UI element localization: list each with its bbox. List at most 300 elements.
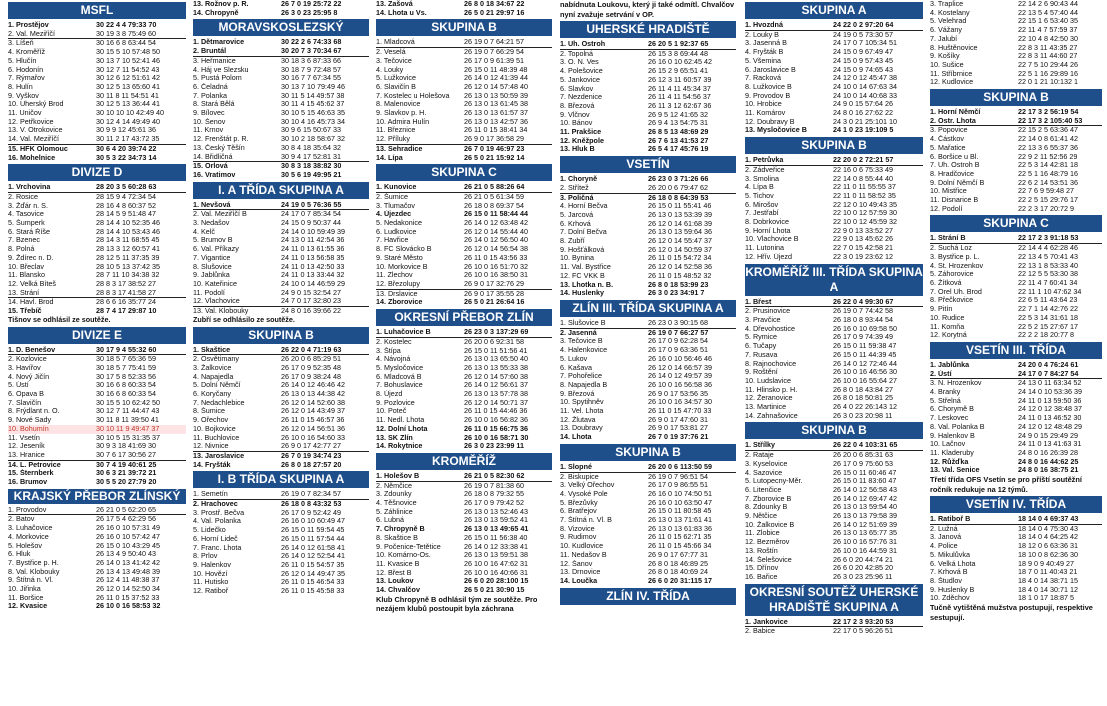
team-name: 6. Tučapy	[745, 342, 777, 351]
team-name: 4. Lípa B	[745, 183, 774, 192]
team-name: 3. O. N. Ves	[560, 58, 599, 67]
team-name: 6. Žítková	[930, 278, 962, 287]
team-name: 8. Polná	[8, 245, 35, 254]
team-name: 13. Drnovice	[560, 568, 601, 577]
team-name: 8. Rajnochovice	[745, 359, 797, 368]
team-stats: 24 15 0 9 67:49 47	[833, 47, 893, 57]
team-stats: 28 14 5 9 51:48 47	[96, 209, 156, 219]
team-name: 14. Zborovice	[376, 298, 423, 307]
kromeriz-note-cont: nabídnuta Loukovu, který ji také odmítl. Chvalčov nyní zvažuje setrvání v OP.	[560, 0, 735, 19]
team-name: 7. Racková	[745, 74, 781, 83]
team-name: 1. Petrůvka	[745, 156, 784, 165]
team-name: 12. Žeranovice	[745, 394, 793, 403]
team-name: 7. Leskovec	[930, 414, 969, 423]
team-stats: 22 17 3 2 105:40 53	[1018, 115, 1083, 125]
team-stats: 22 20 0 2 72:21 57	[833, 155, 894, 165]
team-stats: 26 15 0 11 48:39 48	[464, 64, 528, 74]
team-name: 7. Nedachlebice	[193, 398, 245, 407]
team-stats: 22 9 0 13 33:52 27	[833, 225, 893, 235]
team-name: 9. Košíky	[930, 52, 960, 61]
table-row	[930, 586, 1102, 595]
team-stats: 30 18 3 6 87:33 66	[281, 55, 341, 65]
team-name: 1. Břest	[745, 297, 772, 306]
divize-e-header: DIVIZE E	[8, 327, 186, 344]
team-stats: 26 5 4 17 45:76 19	[648, 144, 709, 154]
team-stats: 22 14 0 8 55:44 40	[833, 173, 893, 183]
team-name: 3. Pravčice	[745, 315, 781, 324]
team-stats: 22 0 1 21 10:132 1	[1018, 77, 1078, 87]
team-name: 3. Janová	[930, 533, 962, 542]
team-name: 3. Bystřice p. L.	[930, 252, 980, 261]
team-stats: 22 9 2 11 52:56 29	[1018, 151, 1078, 161]
team-name: 10. Žalkovice B	[745, 520, 795, 529]
os-uh-b-table	[930, 108, 1102, 213]
team-stats: 22 15 1 6 53:40 35	[1018, 16, 1078, 26]
team-stats: 28 8 3 17 41:58 27	[96, 287, 156, 297]
team-name: 14. Lhota	[560, 433, 592, 442]
team-name: 7. Bystřice p. H.	[8, 558, 59, 567]
team-stats: 26 7 0 19 46:97 23	[464, 143, 525, 153]
team-stats: 26 17 0 9 79:42 52	[464, 498, 524, 508]
team-stats: 26 18 0 8 64:39 53	[648, 192, 709, 202]
team-stats: 24 8 0 16 39:66 22	[281, 306, 341, 316]
table-row	[193, 9, 369, 18]
team-name: 14. Val. Meziříčí	[8, 135, 59, 144]
table-row	[930, 331, 1102, 340]
team-name: 15. Dřínov	[745, 564, 779, 573]
team-stats: 24 11 0 13 56:58 35	[281, 252, 345, 262]
team-stats: 26 19 0 7 66:29 54	[464, 47, 524, 57]
team-stats: 18 7 0 11 40:43 21	[1018, 567, 1078, 577]
team-stats: 22 13 5 4 57:40 44	[1018, 7, 1078, 17]
team-name: 12. Bezměrov	[745, 538, 790, 547]
team-stats: 30 6 3 21 39:72 21	[96, 468, 157, 478]
op-vsetin-table	[560, 175, 736, 298]
team-name: 9. Štítná n. Vl.	[8, 576, 54, 585]
column-2	[193, 0, 369, 596]
team-stats: 26 11 4 11 45:34 37	[648, 83, 711, 93]
team-name: 3. Prostř. Bečva	[193, 508, 245, 517]
divize-e-table	[8, 346, 186, 487]
team-name: 9. Nové Sady	[8, 416, 52, 425]
team-name: 14. Břidličná	[193, 152, 233, 161]
team-stats: 26 20 0 6 85:31 63	[833, 450, 893, 460]
team-name: 13. Martinice	[745, 403, 787, 412]
team-stats: 30 11 5 14 49:57 38	[281, 90, 345, 100]
team-name: 4. Dřevohostice	[745, 324, 795, 333]
team-name: 12. Růžďka	[930, 457, 969, 466]
kromeriz-iii-a-header: KROMĚŘÍŽ III. TŘÍDA SKUPINA A	[745, 264, 923, 294]
team-stats: 26 10 0 16 56:58 36	[648, 379, 712, 389]
team-name: 2. Němčice	[376, 481, 412, 490]
team-stats: 30 5 5 20 27:79 20	[96, 477, 157, 487]
team-name: 9. Huslenky B	[930, 585, 975, 594]
table-row	[930, 205, 1102, 214]
team-stats: 30 22 4 4 79:33 70	[96, 20, 157, 29]
os-uh-c-header: SKUPINA C	[930, 215, 1102, 232]
team-stats: 22 7 1 14 42:76 22	[1018, 304, 1078, 314]
team-stats: 26 3 0 23 23:99 11	[464, 441, 524, 451]
team-stats: 26 17 5 4 62:29 56	[96, 514, 156, 524]
team-stats: 26 12 0 14 57:60 38	[464, 371, 528, 381]
team-name: 12. Frenštát p. R.	[193, 135, 249, 144]
team-stats: 22 6 5 11 43:64 23	[1018, 295, 1078, 305]
team-name: 2. Louky B	[745, 30, 779, 39]
os-uh-c-table	[930, 234, 1102, 339]
team-name: 7. Jalubí	[930, 34, 958, 43]
team-name: 10. Rudice	[930, 313, 965, 322]
team-name: 9. Slavkov p. H.	[376, 109, 427, 118]
team-name: 13. Hranice	[8, 450, 45, 459]
os-uh-a-cont-table	[930, 0, 1102, 87]
team-name: 5. Lužkovice	[376, 74, 416, 83]
team-stats: 26 14 0 12 56:58 43	[833, 484, 897, 494]
team-stats: 26 14 0 12 63:48 42	[464, 218, 528, 228]
team-name: 4. Polešovice	[560, 67, 603, 76]
team-name: 3. Žalkovice	[193, 363, 232, 372]
team-stats: 26 5 0 21 15:92 14	[464, 152, 525, 162]
team-stats: 22 5 3 14 31:61 18	[1018, 312, 1078, 322]
team-stats: 28 14 4 10 52:35 46	[96, 218, 160, 228]
column-5	[745, 0, 923, 636]
team-stats: 26 15 0 10 43:29 45	[96, 540, 160, 550]
team-name: 3. Nedašov	[193, 219, 230, 228]
team-name: 15. Orlová	[193, 162, 228, 171]
team-stats: 26 10 0 16 58:71 30	[464, 432, 529, 442]
team-name: 14. Zahnašovice	[745, 411, 798, 420]
team-name: 6. Vážany	[930, 26, 962, 35]
team-stats: 30 16 6 8 63:44 54	[96, 38, 156, 48]
team-name: 6. Opava B	[8, 390, 44, 399]
team-stats: 26 21 0 5 88:26 64	[464, 182, 525, 192]
team-name: 11. Nedl. Lhota	[376, 416, 425, 425]
team-stats: 26 7 6 13 41:53 27	[648, 135, 709, 145]
team-stats: 26 10 0 16 38:50 31	[464, 270, 528, 280]
team-stats: 26 11 0 15 46:54 33	[281, 577, 345, 587]
team-stats: 28 16 4 8 60:37 52	[96, 200, 156, 210]
team-name: 3. Traplice	[930, 0, 964, 8]
team-name: 12. Břest B	[376, 568, 412, 577]
team-stats: 26 21 0 5 82:30 62	[464, 470, 525, 480]
team-name: 4. Částkov	[930, 135, 964, 144]
team-name: 3. Smolina	[745, 174, 779, 183]
team-stats: 24 10 0 14 67:63 34	[833, 81, 897, 91]
team-name: 3. Líšeň	[8, 39, 34, 48]
team-stats: 26 18 0 8 93:44 54	[833, 314, 893, 324]
team-stats: 26 15 0 11 59:54 45	[281, 525, 345, 535]
team-stats: 28 8 3 17 38:52 27	[96, 278, 156, 288]
team-stats: 30 11 8 11 39:50 41	[96, 415, 159, 425]
zlin-iv-a-header: SKUPINA A	[745, 2, 923, 19]
team-stats: 24 1 0 23 19:109 5	[833, 125, 894, 135]
team-stats: 26 14 0 12 46:46 42	[281, 380, 345, 390]
team-stats: 26 10 0 16 47:62 31	[464, 558, 528, 568]
team-name: 12. Nivnice	[193, 442, 229, 451]
team-stats: 26 19 0 7 82:34 57	[281, 489, 341, 499]
team-name: 6. Horní Lideč	[193, 534, 238, 543]
team-name: 14. Havl. Brod	[8, 298, 54, 307]
team-name: 3. Kyselovice	[745, 459, 788, 468]
team-stats: 22 5 2 15 27:67 17	[1018, 321, 1078, 331]
team-name: 8. Val. Klobouky	[8, 567, 60, 576]
team-name: 2. Prusinovice	[745, 307, 791, 316]
vsetin-iii-note: Třetí třída OFS Vsetín se pro příští soutěžní ročník redukuje na 12 týmů.	[930, 475, 1082, 494]
team-name: 9. Vlčnov	[560, 110, 590, 119]
team-name: 11. Buchlovice	[193, 433, 240, 442]
team-name: 5. Holešov	[8, 541, 42, 550]
table-row	[930, 323, 1102, 332]
team-name: 1. Ratiboř B	[930, 515, 971, 524]
team-stats: 18 10 0 8 62:36 30	[1018, 549, 1078, 559]
team-stats: 22 17 3 2 56:19 54	[1018, 107, 1079, 117]
team-name: 1. Nevšová	[193, 200, 231, 209]
team-stats: 30 16 6 8 60:33 54	[96, 389, 156, 399]
team-name: 1. Jablůnka	[930, 360, 970, 369]
team-name: 11. Nedašov B	[560, 550, 607, 559]
team-name: 12. Kvasice	[8, 602, 48, 611]
team-stats: 26 12 0 14 50:59 37	[648, 244, 712, 254]
team-stats: 26 16 0 10 56:46 46	[648, 353, 712, 363]
team-name: 4. Vysoké Pole	[560, 489, 608, 498]
team-name: 4. Halenkovice	[560, 346, 608, 355]
team-name: 4. St. Hrozenkov	[930, 261, 984, 270]
team-name: 6. Čeladná	[193, 82, 228, 91]
op-uh-hradiste-header: UHERSKÉ HRADIŠTĚ	[560, 21, 736, 38]
team-name: 3. Jasenná B	[745, 39, 787, 48]
team-stats: 30 22 2 6 74:33 68	[281, 37, 342, 47]
team-stats: 18 4 0 14 30:71 12	[1018, 584, 1078, 594]
team-stats: 24 3 0 21 25:101 10	[833, 116, 897, 126]
team-stats: 28 10 5 13 37:42 35	[96, 261, 160, 271]
team-name: 14. L. Petrovice	[8, 460, 61, 469]
team-stats: 26 15 0 11 55:41 46	[648, 201, 712, 211]
team-name: 5. Záhorovice	[930, 270, 974, 279]
team-name: 9. Horní Lhota	[745, 226, 791, 235]
team-stats: 24 17 0 7 85:34 54	[281, 209, 341, 219]
ib-trida-a-table	[193, 490, 369, 595]
team-name: 9. Dolní Němčí B	[930, 178, 985, 187]
team-name: 7. Polanka	[193, 91, 227, 100]
team-name: 13. Val. Klobouky	[193, 307, 249, 316]
team-stats: 30 12 6 12 51:61 42	[96, 73, 160, 83]
team-stats: 26 14 0 12 56:61 37	[464, 380, 528, 390]
team-stats: 22 11 0 11 55:55 37	[833, 182, 896, 192]
team-stats: 30 10 5 15 46:63 35	[281, 108, 345, 118]
team-stats: 24 8 0 16 44:62 25	[1018, 456, 1079, 466]
team-name: 3. Žďár n. S.	[8, 201, 48, 210]
team-stats: 26 19 0 7 96:51 54	[648, 471, 708, 481]
column-4	[560, 0, 736, 607]
zlin-iii-a-header: ZLÍN III. TŘÍDA SKUPINA A	[560, 300, 736, 317]
team-stats: 24 9 0 15 29:49 29	[1018, 430, 1078, 440]
team-stats: 24 11 0 13 61:55 36	[281, 244, 345, 254]
team-name: 5. Hlučín	[8, 56, 37, 65]
team-name: 10. Sušice	[930, 60, 964, 69]
team-name: 14. Chvalčov	[376, 586, 420, 595]
team-name: 7. Rusava	[745, 350, 778, 359]
team-name: 5. Lidečko	[193, 526, 226, 535]
zlin-iv-b-header: SKUPINA B	[745, 137, 923, 154]
team-stats: 30 15 5 10 62:42 50	[96, 397, 160, 407]
team-stats: 24 8 0 16 38:75 21	[1018, 465, 1079, 475]
table-row	[560, 433, 736, 442]
zlin-iv-a-table	[745, 21, 923, 135]
team-stats: 24 19 0 5 76:36 55	[281, 199, 342, 209]
msfl-table	[8, 21, 186, 162]
team-name: 3. Tlumačov	[376, 201, 416, 210]
team-stats: 26 14 0 12 52:54 41	[281, 551, 345, 561]
team-stats: 26 11 0 15 43:56 33	[464, 252, 528, 262]
team-name: 8. Frýdlant n. O.	[8, 407, 60, 416]
team-stats: 24 12 0 12 45:47 38	[833, 73, 897, 83]
team-name: 10. Ludslavice	[745, 376, 791, 385]
team-stats: 24 15 0 9 74:65 43	[833, 64, 893, 74]
team-stats: 26 10 0 16 40:66 31	[464, 567, 528, 577]
team-stats: 24 11 0 13 59:50 36	[1018, 395, 1082, 405]
team-name: 13. Strání	[8, 288, 40, 297]
team-stats: 26 7 0 19 37:76 21	[648, 432, 709, 442]
team-stats: 26 10 0 16 58:53 32	[96, 601, 161, 611]
team-name: 9. Halenkov	[193, 560, 231, 569]
team-name: 5. Ústí	[8, 381, 29, 390]
team-stats: 22 13 4 5 70:41 43	[1018, 251, 1078, 261]
team-stats: 30 12 7 11 44:47 43	[96, 406, 160, 416]
team-name: 8. Prlov	[193, 552, 218, 561]
team-stats: 26 18 0 8 69:37 54	[464, 200, 524, 210]
team-stats: 24 17 0 7 105:34 51	[833, 38, 897, 48]
team-name: 2. Kostelec	[376, 337, 412, 346]
team-name: 1. Holešov B	[376, 471, 420, 480]
team-name: 11. Komňa	[930, 322, 965, 331]
team-name: 6. Litenčice	[745, 485, 782, 494]
table-row	[8, 154, 186, 163]
team-name: 5. Březůvky	[560, 498, 598, 507]
team-name: 3. Heřmanice	[193, 56, 236, 65]
team-stats: 26 10 0 16 46:56 30	[833, 367, 897, 377]
team-stats: 30 13 7 10 52:41 46	[96, 55, 160, 65]
team-name: 2. Lužná	[930, 524, 958, 533]
team-name: 10. Spytihněv	[560, 398, 604, 407]
team-stats: 26 17 0 9 52:35 48	[281, 362, 341, 372]
team-stats: 26 8 0 18 27:57 20	[281, 459, 342, 469]
team-name: 6. Chorymě B	[930, 405, 974, 414]
team-name: 3. Poličná	[560, 193, 594, 202]
team-stats: 24 12 0 12 38:48 37	[1018, 404, 1082, 414]
team-stats: 22 12 0 10 49:43 35	[833, 199, 897, 209]
table-row	[376, 154, 552, 163]
team-name: 1. Vrchovina	[8, 183, 51, 192]
team-stats: 26 21 0 5 62:20 65	[96, 504, 156, 514]
team-name: 10. Mistřice	[930, 187, 967, 196]
team-name: 9. Nětčice	[745, 512, 777, 521]
team-stats: 26 13 0 13 61:45 38	[464, 99, 528, 109]
team-stats: 30 6 4 20 39:74 22	[96, 143, 157, 153]
team-name: 10. Šenov	[193, 117, 226, 126]
team-stats: 22 13 3 6 55:37 36	[1018, 142, 1078, 152]
team-stats: 26 14 0 12 49:57 39	[648, 371, 712, 381]
team-name: 2. Ostr. Lhota	[930, 116, 976, 125]
kp-zlinsky-cont-table	[193, 0, 369, 17]
team-name: 12. Kněžpole	[560, 136, 604, 145]
team-stats: 26 12 4 11 48:38 37	[96, 575, 160, 585]
team-name: 12. Dolní Lhota	[376, 424, 428, 433]
team-name: 1. Provodov	[8, 505, 47, 514]
team-name: 11. Disnarice B	[930, 196, 979, 205]
team-stats: 30 18 5 7 65:36 59	[96, 354, 156, 364]
team-stats: 26 11 0 15 46:57 36	[281, 415, 345, 425]
team-name: 9. Pitín	[930, 305, 953, 314]
team-name: 10. Zděchov	[930, 594, 970, 603]
team-stats: 26 9 0 17 42:77 27	[281, 441, 341, 451]
team-stats: 26 13 0 13 61:83 36	[648, 523, 712, 533]
team-stats: 26 15 0 11 59:38 47	[833, 341, 897, 351]
kromeriz-table	[376, 472, 552, 595]
op-uh-hradiste-table	[560, 40, 736, 154]
team-name: 1. Strání B	[930, 234, 966, 243]
team-stats: 18 12 0 6 63:36 31	[1018, 541, 1078, 551]
team-name: 6. Lubná	[376, 516, 404, 525]
team-stats: 26 17 0 9 38:24 48	[281, 371, 341, 381]
team-name: 4. Napajedla	[193, 372, 234, 381]
op-zlin-header: OKRESNÍ PŘEBOR ZLÍN	[376, 309, 552, 326]
ia-trida-a-note: Zubří se odhlásilo ze soutěže.	[193, 314, 295, 324]
team-stats: 26 14 0 13 41:42 42	[96, 557, 160, 567]
team-name: 5. Lutopecny-Měr.	[745, 477, 803, 486]
team-stats: 30 5 3 22 34:73 14	[96, 152, 157, 162]
team-name: 12. Doubravy B	[745, 117, 795, 126]
team-stats: 26 13 0 13 44:38 42	[281, 389, 345, 399]
team-name: 3. Havířov	[8, 363, 41, 372]
team-stats: 30 10 2 18 58:67 32	[281, 134, 345, 144]
team-stats: 22 11 4 7 57:59 37	[1018, 25, 1078, 35]
team-name: 1. Střílky	[745, 441, 775, 450]
team-stats: 26 10 0 16 44:59 31	[833, 545, 897, 555]
team-name: 14. Fryšták	[193, 460, 231, 469]
team-name: 2. Val. Meziříčí B	[193, 210, 247, 219]
column-1	[8, 0, 186, 611]
team-name: 9. Rudimov	[560, 533, 597, 542]
team-stats: 26 23 0 3 90:15 68	[648, 317, 708, 327]
team-name: 1. Slušovice B	[560, 318, 606, 327]
team-name: 5. Všemina	[745, 56, 781, 65]
team-name: 7. Havřice	[376, 236, 409, 245]
team-stats: 26 13 0 13 59:54 40	[833, 502, 897, 512]
team-stats: 30 12 4 14 49:49 40	[96, 116, 160, 126]
team-name: 4. Fryšták B	[745, 48, 784, 57]
team-stats: 26 16 0 10 69:58 50	[833, 323, 897, 333]
team-stats: 26 14 0 12 56:50 40	[464, 235, 528, 245]
os-uh-b-header: SKUPINA B	[930, 89, 1102, 106]
team-stats: 26 13 0 13 57:78 38	[464, 389, 528, 399]
team-stats: 24 10 0 14 40:68 33	[833, 90, 897, 100]
team-stats: 26 11 0 15 54:57 35	[281, 559, 345, 569]
team-name: 6. Slavičín B	[376, 82, 416, 91]
kromeriz-note: Klub Chropyně B odhlásil tým ze soutěže. Pro nezájem klubů postoupit byla záchrana	[376, 594, 538, 614]
team-name: 1. Skaštice	[193, 345, 231, 354]
team-stats: 26 11 0 15 44:46 36	[464, 406, 528, 416]
team-stats: 24 19 0 5 73:30 57	[833, 29, 893, 39]
team-name: 6. Stará Říše	[8, 227, 50, 236]
op-vsetin-header: VSETÍN	[560, 156, 736, 173]
team-stats: 24 8 0 16 26:39 28	[1018, 447, 1078, 457]
team-name: 8. Hradčovice	[930, 169, 974, 178]
team-name: 13. Hluk B	[560, 145, 595, 154]
team-stats: 26 11 0 15 47:70 33	[648, 406, 712, 416]
team-name: 12. Šanov	[560, 559, 593, 568]
team-stats: 22 9 0 13 45:62 26	[833, 234, 893, 244]
team-stats: 26 14 0 12 72:46 44	[833, 358, 897, 368]
team-stats: 26 13 4 9 50:40 43	[96, 549, 156, 559]
